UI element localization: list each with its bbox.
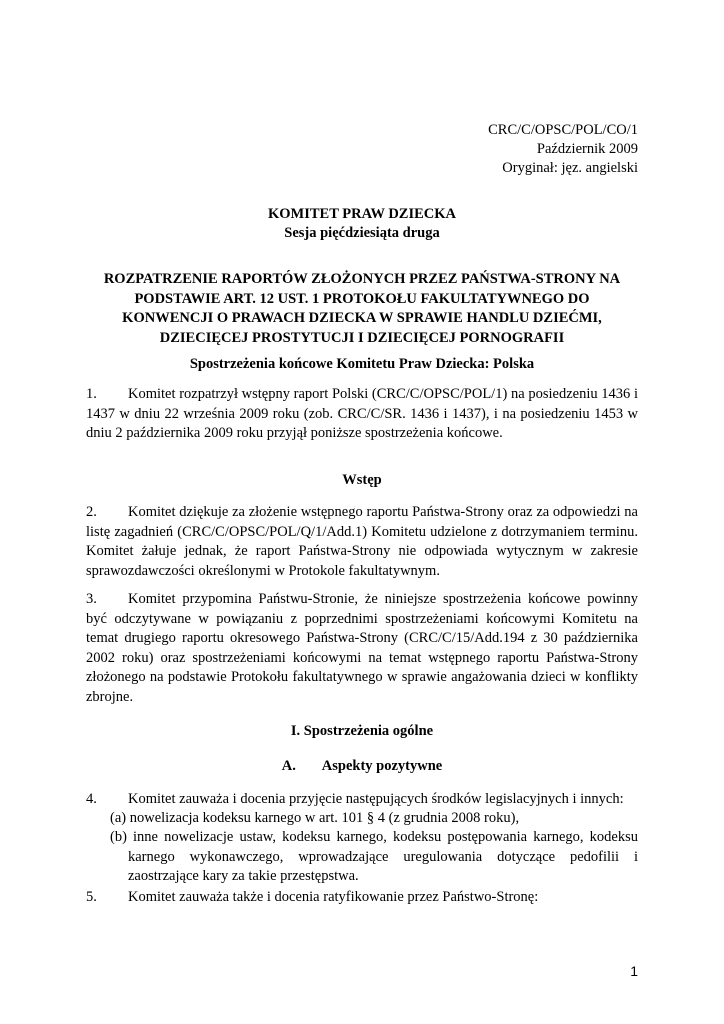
section-title: Aspekty pozytywne [321, 758, 443, 774]
section-heading-intro: Wstęp [342, 472, 382, 488]
document-title [86, 270, 638, 348]
list-item: (b) inne nowelizacje ustaw, kodeksu karnego, kodeksu postępowania karnego, kodeksu karnego wykonawczego, wprowadzające uregulowania dotyczące pedofilii i zaostrzające kary za takie przestępstwa. [110, 829, 638, 884]
paragraph-4 [86, 790, 638, 810]
section-letter: A. [281, 758, 296, 774]
committee-name: KOMITET PRAW DZIECKA [268, 206, 456, 222]
title-line: ROZPATRZENIE RAPORTÓW ZŁOŻONYCH PRZEZ PAŃSTWA-STRONY NA [103, 271, 621, 287]
committee-heading [86, 205, 638, 243]
document-symbol: CRC/C/OPSC/POL/CO/1 [488, 122, 638, 138]
paragraph-number: 2. [86, 504, 97, 520]
document-original-language: Oryginał: jęz. angielski [502, 160, 638, 176]
document-header [488, 121, 638, 178]
paragraph-2 [86, 503, 638, 581]
title-line: PODSTAWIE ART. 12 UST. 1 PROTOKOŁU FAKULTATYWNEGO DO [134, 290, 590, 307]
paragraph-3 [86, 590, 638, 707]
paragraph-text: Komitet zauważa i docenia przyjęcie następujących środków legislacyjnych i innych: [128, 791, 624, 807]
paragraph-number: 1. [86, 386, 97, 402]
title-line: KONWENCJI O PRAWACH DZIECKA W SPRAWIE HANDLU DZIEĆMI, [122, 310, 602, 326]
paragraph-text: Komitet rozpatrzył wstępny raport Polski (CRC/C/OPSC/POL/1) na posiedzeniu 1436 i 1437 w dniu 22 września 2009 roku (zob. CRC/C/SR. 1436 i 1437), i na posiedzeniu 1453 w dniu 2 października 2009 roku przyjął poniższe spostrzeżenia końcowe. [86, 386, 638, 441]
document-date: Październik 2009 [536, 141, 638, 157]
paragraph-text: Komitet przypomina Państwu-Stronie, że niniejsze spostrzeżenia końcowe powinny być odczytywane w powiązaniu z poprzednimi spostrzeżeniami końcowymi Komitetu na temat drugiego raportu okresowego Państwa-Strony (CRC/C/15/Add.194 z 30 października 2002 roku) oraz spostrzeżeniami końcowymi na temat wstępnego raportu Państwa-Strony złożonego na podstawie Protokołu fakultatywnego w sprawie angażowania dzieci w konflikty zbrojne. [86, 591, 638, 705]
paragraph-1 [86, 385, 638, 444]
paragraph-5 [86, 888, 638, 908]
paragraph-number: 4. [86, 791, 97, 807]
page-number: 1 [630, 963, 638, 979]
paragraph-number: 3. [86, 591, 97, 607]
title-line: DZIECIĘCEJ PROSTYTUCJI I DZIECIĘCEJ PORNOGRAFII [159, 329, 565, 346]
paragraph-number: 5. [86, 889, 97, 905]
section-heading-general: I. Spostrzeżenia ogólne [290, 723, 434, 739]
section-heading-positive-aspects [86, 758, 638, 775]
list-item: (a) nowelizacja kodeksu karnego w art. 101 § 4 (z grudnia 2008 roku), [110, 810, 520, 826]
paragraph-text: Komitet zauważa także i docenia ratyfikowanie przez Państwo-Stronę: [128, 889, 539, 905]
session-name: Sesja pięćdziesiąta druga [284, 225, 440, 241]
document-subtitle: Spostrzeżenia końcowe Komitetu Praw Dziecka: Polska [189, 356, 535, 372]
paragraph-text: Komitet dziękuje za złożenie wstępnego raportu Państwa-Strony oraz za odpowiedzi na listę zagadnień (CRC/C/OPSC/POL/Q/1/Add.1) Komitetu udzielone z dotrzymaniem terminu. Komitet żałuje jednak, że raport Państwa-Strony nie odpowiada wytycznym w zakresie sprawozdawczości określonymi w Protokole fakultatywnym. [86, 504, 638, 579]
